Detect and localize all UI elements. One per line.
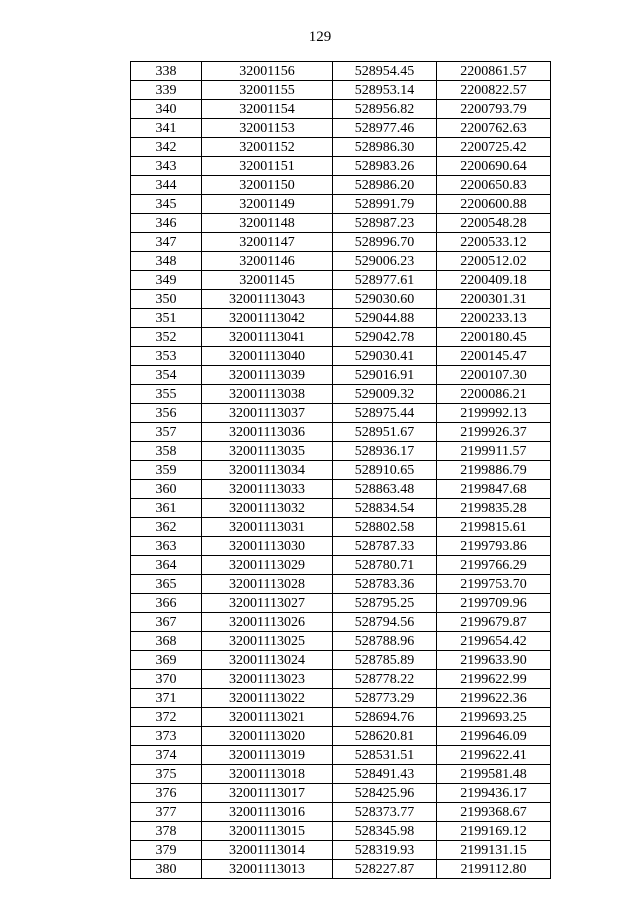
x-coordinate-cell: 529016.91 bbox=[333, 366, 437, 385]
table-row bbox=[131, 233, 551, 252]
y-coordinate-cell: 2200233.13 bbox=[437, 309, 551, 328]
y-coordinate-cell: 2200301.31 bbox=[437, 290, 551, 309]
y-coordinate-cell: 2199646.09 bbox=[437, 727, 551, 746]
x-coordinate-cell: 528975.44 bbox=[333, 404, 437, 423]
point-number-cell: 340 bbox=[131, 100, 202, 119]
point-number-cell: 352 bbox=[131, 328, 202, 347]
coordinates-table bbox=[130, 61, 551, 879]
y-coordinate-cell: 2199169.12 bbox=[437, 822, 551, 841]
x-coordinate-cell: 528425.96 bbox=[333, 784, 437, 803]
point-code-cell: 32001113018 bbox=[202, 765, 333, 784]
table-row bbox=[131, 385, 551, 404]
table-row bbox=[131, 252, 551, 271]
table-row bbox=[131, 537, 551, 556]
table-row bbox=[131, 670, 551, 689]
point-code-cell: 32001113039 bbox=[202, 366, 333, 385]
y-coordinate-cell: 2199368.67 bbox=[437, 803, 551, 822]
point-code-cell: 32001149 bbox=[202, 195, 333, 214]
point-number-cell: 374 bbox=[131, 746, 202, 765]
point-number-cell: 363 bbox=[131, 537, 202, 556]
y-coordinate-cell: 2199793.86 bbox=[437, 537, 551, 556]
point-code-cell: 32001113016 bbox=[202, 803, 333, 822]
table-row bbox=[131, 708, 551, 727]
point-code-cell: 32001113020 bbox=[202, 727, 333, 746]
y-coordinate-cell: 2199112.80 bbox=[437, 860, 551, 879]
x-coordinate-cell: 529030.60 bbox=[333, 290, 437, 309]
point-number-cell: 346 bbox=[131, 214, 202, 233]
point-number-cell: 367 bbox=[131, 613, 202, 632]
x-coordinate-cell: 528780.71 bbox=[333, 556, 437, 575]
y-coordinate-cell: 2200762.63 bbox=[437, 119, 551, 138]
x-coordinate-cell: 529042.78 bbox=[333, 328, 437, 347]
x-coordinate-cell: 528345.98 bbox=[333, 822, 437, 841]
point-code-cell: 32001113023 bbox=[202, 670, 333, 689]
table-row bbox=[131, 176, 551, 195]
x-coordinate-cell: 528491.43 bbox=[333, 765, 437, 784]
y-coordinate-cell: 2199847.68 bbox=[437, 480, 551, 499]
x-coordinate-cell: 528983.26 bbox=[333, 157, 437, 176]
point-number-cell: 345 bbox=[131, 195, 202, 214]
y-coordinate-cell: 2200861.57 bbox=[437, 62, 551, 81]
point-code-cell: 32001113042 bbox=[202, 309, 333, 328]
point-code-cell: 32001113017 bbox=[202, 784, 333, 803]
point-number-cell: 377 bbox=[131, 803, 202, 822]
y-coordinate-cell: 2199815.61 bbox=[437, 518, 551, 537]
point-number-cell: 369 bbox=[131, 651, 202, 670]
point-code-cell: 32001113035 bbox=[202, 442, 333, 461]
point-code-cell: 32001152 bbox=[202, 138, 333, 157]
y-coordinate-cell: 2199581.48 bbox=[437, 765, 551, 784]
x-coordinate-cell: 528986.20 bbox=[333, 176, 437, 195]
y-coordinate-cell: 2199622.99 bbox=[437, 670, 551, 689]
x-coordinate-cell: 529044.88 bbox=[333, 309, 437, 328]
table-row bbox=[131, 461, 551, 480]
table-row bbox=[131, 271, 551, 290]
point-number-cell: 338 bbox=[131, 62, 202, 81]
point-code-cell: 32001113041 bbox=[202, 328, 333, 347]
table-row bbox=[131, 366, 551, 385]
point-code-cell: 32001113019 bbox=[202, 746, 333, 765]
y-coordinate-cell: 2200650.83 bbox=[437, 176, 551, 195]
x-coordinate-cell: 528987.23 bbox=[333, 214, 437, 233]
point-number-cell: 354 bbox=[131, 366, 202, 385]
y-coordinate-cell: 2200822.57 bbox=[437, 81, 551, 100]
y-coordinate-cell: 2199753.70 bbox=[437, 575, 551, 594]
point-number-cell: 358 bbox=[131, 442, 202, 461]
point-code-cell: 32001113030 bbox=[202, 537, 333, 556]
point-number-cell: 343 bbox=[131, 157, 202, 176]
point-number-cell: 355 bbox=[131, 385, 202, 404]
x-coordinate-cell: 528787.33 bbox=[333, 537, 437, 556]
point-code-cell: 32001113021 bbox=[202, 708, 333, 727]
table-row bbox=[131, 480, 551, 499]
point-number-cell: 359 bbox=[131, 461, 202, 480]
x-coordinate-cell: 528996.70 bbox=[333, 233, 437, 252]
x-coordinate-cell: 528953.14 bbox=[333, 81, 437, 100]
y-coordinate-cell: 2199766.29 bbox=[437, 556, 551, 575]
x-coordinate-cell: 528991.79 bbox=[333, 195, 437, 214]
x-coordinate-cell: 528694.76 bbox=[333, 708, 437, 727]
x-coordinate-cell: 528794.56 bbox=[333, 613, 437, 632]
point-number-cell: 360 bbox=[131, 480, 202, 499]
point-code-cell: 32001150 bbox=[202, 176, 333, 195]
x-coordinate-cell: 528956.82 bbox=[333, 100, 437, 119]
point-number-cell: 353 bbox=[131, 347, 202, 366]
x-coordinate-cell: 528319.93 bbox=[333, 841, 437, 860]
table-row bbox=[131, 442, 551, 461]
y-coordinate-cell: 2200690.64 bbox=[437, 157, 551, 176]
table-row bbox=[131, 651, 551, 670]
y-coordinate-cell: 2199622.36 bbox=[437, 689, 551, 708]
y-coordinate-cell: 2200180.45 bbox=[437, 328, 551, 347]
point-code-cell: 32001113040 bbox=[202, 347, 333, 366]
table-row bbox=[131, 195, 551, 214]
y-coordinate-cell: 2199436.17 bbox=[437, 784, 551, 803]
y-coordinate-cell: 2199835.28 bbox=[437, 499, 551, 518]
x-coordinate-cell: 528773.29 bbox=[333, 689, 437, 708]
point-number-cell: 371 bbox=[131, 689, 202, 708]
x-coordinate-cell: 528910.65 bbox=[333, 461, 437, 480]
table-row bbox=[131, 860, 551, 879]
table-row bbox=[131, 81, 551, 100]
y-coordinate-cell: 2199992.13 bbox=[437, 404, 551, 423]
x-coordinate-cell: 528795.25 bbox=[333, 594, 437, 613]
x-coordinate-cell: 528778.22 bbox=[333, 670, 437, 689]
point-code-cell: 32001113022 bbox=[202, 689, 333, 708]
x-coordinate-cell: 528802.58 bbox=[333, 518, 437, 537]
point-code-cell: 32001113043 bbox=[202, 290, 333, 309]
x-coordinate-cell: 528227.87 bbox=[333, 860, 437, 879]
point-code-cell: 32001155 bbox=[202, 81, 333, 100]
point-code-cell: 32001113034 bbox=[202, 461, 333, 480]
point-number-cell: 339 bbox=[131, 81, 202, 100]
point-code-cell: 32001153 bbox=[202, 119, 333, 138]
x-coordinate-cell: 528620.81 bbox=[333, 727, 437, 746]
table-row bbox=[131, 347, 551, 366]
point-code-cell: 32001113031 bbox=[202, 518, 333, 537]
x-coordinate-cell: 528954.45 bbox=[333, 62, 437, 81]
point-code-cell: 32001113015 bbox=[202, 822, 333, 841]
table-row bbox=[131, 594, 551, 613]
y-coordinate-cell: 2199679.87 bbox=[437, 613, 551, 632]
point-code-cell: 32001113036 bbox=[202, 423, 333, 442]
point-code-cell: 32001113032 bbox=[202, 499, 333, 518]
table-row bbox=[131, 214, 551, 233]
table-row bbox=[131, 119, 551, 138]
point-code-cell: 32001113033 bbox=[202, 480, 333, 499]
table-row bbox=[131, 803, 551, 822]
x-coordinate-cell: 528783.36 bbox=[333, 575, 437, 594]
y-coordinate-cell: 2199886.79 bbox=[437, 461, 551, 480]
table-row bbox=[131, 290, 551, 309]
x-coordinate-cell: 528936.17 bbox=[333, 442, 437, 461]
point-code-cell: 32001113024 bbox=[202, 651, 333, 670]
x-coordinate-cell: 528951.67 bbox=[333, 423, 437, 442]
table-row bbox=[131, 157, 551, 176]
point-number-cell: 379 bbox=[131, 841, 202, 860]
x-coordinate-cell: 528531.51 bbox=[333, 746, 437, 765]
table-row bbox=[131, 765, 551, 784]
x-coordinate-cell: 528977.46 bbox=[333, 119, 437, 138]
point-code-cell: 32001113029 bbox=[202, 556, 333, 575]
point-number-cell: 368 bbox=[131, 632, 202, 651]
x-coordinate-cell: 528834.54 bbox=[333, 499, 437, 518]
y-coordinate-cell: 2200533.12 bbox=[437, 233, 551, 252]
table-row bbox=[131, 632, 551, 651]
y-coordinate-cell: 2200409.18 bbox=[437, 271, 551, 290]
y-coordinate-cell: 2200548.28 bbox=[437, 214, 551, 233]
point-code-cell: 32001154 bbox=[202, 100, 333, 119]
point-number-cell: 376 bbox=[131, 784, 202, 803]
point-code-cell: 32001113028 bbox=[202, 575, 333, 594]
y-coordinate-cell: 2199693.25 bbox=[437, 708, 551, 727]
point-code-cell: 32001113027 bbox=[202, 594, 333, 613]
x-coordinate-cell: 528373.77 bbox=[333, 803, 437, 822]
point-number-cell: 349 bbox=[131, 271, 202, 290]
table-row bbox=[131, 138, 551, 157]
point-number-cell: 380 bbox=[131, 860, 202, 879]
point-code-cell: 32001156 bbox=[202, 62, 333, 81]
point-code-cell: 32001151 bbox=[202, 157, 333, 176]
y-coordinate-cell: 2199926.37 bbox=[437, 423, 551, 442]
point-code-cell: 32001145 bbox=[202, 271, 333, 290]
point-code-cell: 32001147 bbox=[202, 233, 333, 252]
table-row bbox=[131, 423, 551, 442]
point-number-cell: 350 bbox=[131, 290, 202, 309]
y-coordinate-cell: 2199654.42 bbox=[437, 632, 551, 651]
y-coordinate-cell: 2199633.90 bbox=[437, 651, 551, 670]
point-number-cell: 342 bbox=[131, 138, 202, 157]
point-number-cell: 348 bbox=[131, 252, 202, 271]
table-row bbox=[131, 841, 551, 860]
point-code-cell: 32001113037 bbox=[202, 404, 333, 423]
table-row bbox=[131, 746, 551, 765]
y-coordinate-cell: 2200512.02 bbox=[437, 252, 551, 271]
point-number-cell: 357 bbox=[131, 423, 202, 442]
y-coordinate-cell: 2200725.42 bbox=[437, 138, 551, 157]
table-row bbox=[131, 575, 551, 594]
x-coordinate-cell: 529006.23 bbox=[333, 252, 437, 271]
point-number-cell: 372 bbox=[131, 708, 202, 727]
point-code-cell: 32001113038 bbox=[202, 385, 333, 404]
y-coordinate-cell: 2200107.30 bbox=[437, 366, 551, 385]
point-code-cell: 32001113014 bbox=[202, 841, 333, 860]
table-row bbox=[131, 613, 551, 632]
point-number-cell: 364 bbox=[131, 556, 202, 575]
table-row bbox=[131, 518, 551, 537]
page-number: 129 bbox=[308, 29, 332, 45]
point-number-cell: 341 bbox=[131, 119, 202, 138]
point-number-cell: 375 bbox=[131, 765, 202, 784]
point-code-cell: 32001146 bbox=[202, 252, 333, 271]
x-coordinate-cell: 528788.96 bbox=[333, 632, 437, 651]
table-row bbox=[131, 309, 551, 328]
point-number-cell: 373 bbox=[131, 727, 202, 746]
point-number-cell: 356 bbox=[131, 404, 202, 423]
y-coordinate-cell: 2200793.79 bbox=[437, 100, 551, 119]
point-number-cell: 366 bbox=[131, 594, 202, 613]
x-coordinate-cell: 529009.32 bbox=[333, 385, 437, 404]
y-coordinate-cell: 2199709.96 bbox=[437, 594, 551, 613]
table-row bbox=[131, 328, 551, 347]
y-coordinate-cell: 2199622.41 bbox=[437, 746, 551, 765]
x-coordinate-cell: 528977.61 bbox=[333, 271, 437, 290]
point-code-cell: 32001113013 bbox=[202, 860, 333, 879]
point-number-cell: 344 bbox=[131, 176, 202, 195]
point-number-cell: 361 bbox=[131, 499, 202, 518]
point-number-cell: 362 bbox=[131, 518, 202, 537]
coordinates-table-body bbox=[131, 62, 551, 879]
x-coordinate-cell: 529030.41 bbox=[333, 347, 437, 366]
point-number-cell: 347 bbox=[131, 233, 202, 252]
x-coordinate-cell: 528785.89 bbox=[333, 651, 437, 670]
point-code-cell: 32001113026 bbox=[202, 613, 333, 632]
x-coordinate-cell: 528863.48 bbox=[333, 480, 437, 499]
y-coordinate-cell: 2200086.21 bbox=[437, 385, 551, 404]
table-row bbox=[131, 822, 551, 841]
table-row bbox=[131, 784, 551, 803]
y-coordinate-cell: 2200145.47 bbox=[437, 347, 551, 366]
table-row bbox=[131, 62, 551, 81]
point-number-cell: 365 bbox=[131, 575, 202, 594]
table-row bbox=[131, 727, 551, 746]
y-coordinate-cell: 2200600.88 bbox=[437, 195, 551, 214]
y-coordinate-cell: 2199911.57 bbox=[437, 442, 551, 461]
point-code-cell: 32001148 bbox=[202, 214, 333, 233]
y-coordinate-cell: 2199131.15 bbox=[437, 841, 551, 860]
table-row bbox=[131, 499, 551, 518]
table-row bbox=[131, 556, 551, 575]
point-code-cell: 32001113025 bbox=[202, 632, 333, 651]
point-number-cell: 378 bbox=[131, 822, 202, 841]
table-row bbox=[131, 404, 551, 423]
x-coordinate-cell: 528986.30 bbox=[333, 138, 437, 157]
table-row bbox=[131, 100, 551, 119]
point-number-cell: 351 bbox=[131, 309, 202, 328]
table-row bbox=[131, 689, 551, 708]
point-number-cell: 370 bbox=[131, 670, 202, 689]
